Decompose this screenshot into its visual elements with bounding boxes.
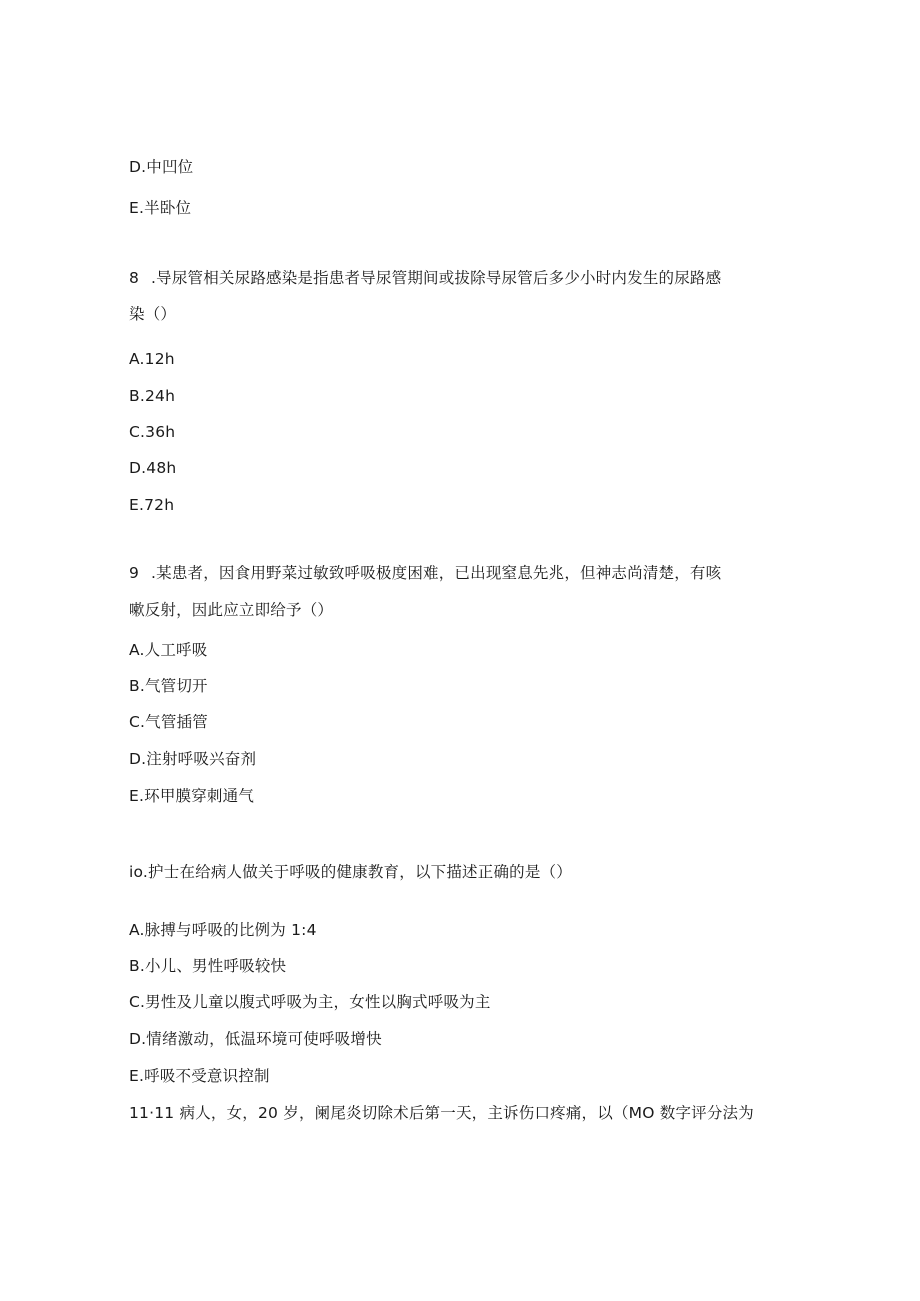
- q9-option-b: B.气管切开: [129, 677, 208, 695]
- q10-option-d: D.情绪激动，低温环境可使呼吸增快: [129, 1030, 382, 1048]
- q8-option-d: D.48h: [129, 459, 177, 477]
- q8-number: 8: [129, 269, 140, 287]
- q10-option-a: A.脉搏与呼吸的比例为 1:4: [129, 921, 317, 939]
- q8-option-c: C.36h: [129, 423, 176, 441]
- q7-option-d: D.中凹位: [129, 158, 194, 176]
- q8-option-e: E.72h: [129, 496, 175, 514]
- q9-option-a: A.人工呼吸: [129, 641, 208, 659]
- q9-option-c: C.气管插管: [129, 713, 208, 731]
- q8-stem-line1: [129, 268, 721, 288]
- q8-option-a: A.12h: [129, 350, 175, 368]
- q10-option-e: E.呼吸不受意识控制: [129, 1067, 270, 1085]
- q8-stem-line2: 染（）: [129, 305, 177, 323]
- q10-option-c: C.男性及儿童以腹式呼吸为主，女性以胸式呼吸为主: [129, 993, 491, 1011]
- q10-stem-line1: io.护士在给病人做关于呼吸的健康教育，以下描述正确的是（）: [129, 863, 572, 881]
- q9-number: 9: [129, 564, 140, 582]
- q9-option-e: E.环甲膜穿刺通气: [129, 787, 255, 805]
- q8-stem-text: .导尿管相关尿路感染是指患者导尿管期间或拔除导尿管后多少小时内发生的尿路感: [151, 269, 722, 287]
- q7-option-e: E.半卧位: [129, 199, 192, 217]
- q10-option-b: B.小儿、男性呼吸较快: [129, 957, 287, 975]
- q9-stem-line2: 嗽反射，因此应立即给予（）: [129, 601, 334, 619]
- q8-option-b: B.24h: [129, 387, 176, 405]
- q9-stem-line1: [129, 563, 721, 583]
- q9-option-d: D.注射呼吸兴奋剂: [129, 750, 257, 768]
- q11-stem-line1: 11·11 病人，女，20 岁，阑尾炎切除术后第一天，主诉伤口疼痛，以（MO 数字评分法为: [129, 1104, 754, 1122]
- q9-stem-text: .某患者，因食用野菜过敏致呼吸极度困难，已出现窒息先兆，但神志尚清楚，有咳: [151, 564, 722, 582]
